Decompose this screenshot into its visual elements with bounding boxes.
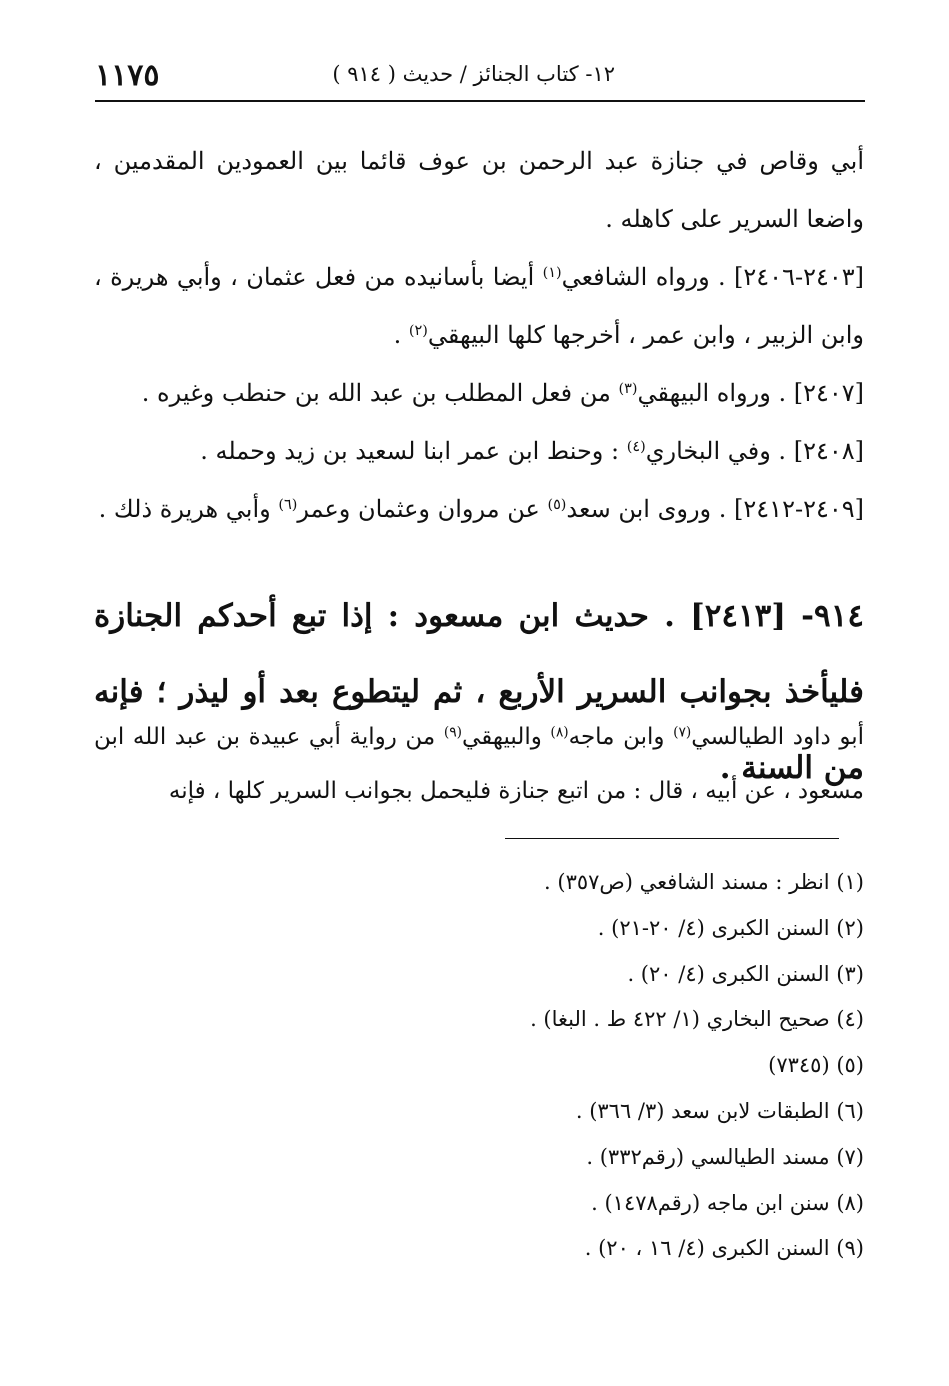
footnote-ref-4[interactable]: (٤): [626, 439, 646, 456]
footnote-ref-1[interactable]: (١): [542, 265, 562, 282]
page-number: ١١٧٥: [95, 58, 160, 93]
paragraph-3-part1: [٢٤٠٧] . ورواه البيهقي: [637, 379, 864, 407]
takhrij-part3: والبيهقي: [462, 724, 551, 750]
paragraph-5: [94, 480, 864, 538]
footnotes-list: [94, 860, 864, 1272]
footnote-ref-7[interactable]: (٧): [673, 724, 692, 741]
paragraph-4: [94, 422, 864, 480]
takhrij-paragraph: [94, 710, 864, 818]
footnote-1: (١) انظر : مسند الشافعي (ص٣٥٧) .: [544, 870, 864, 894]
footnote-3: (٣) السنن الكبرى (٤/ ٢٠) .: [627, 961, 864, 986]
takhrij-part2: وابن ماجه: [568, 724, 674, 750]
paragraph-2: [94, 248, 864, 364]
paragraph-1: [94, 132, 864, 248]
footnote-ref-8[interactable]: (٨): [550, 724, 569, 741]
footnote-2: (٢) السنن الكبرى (٤/ ٢٠-٢١) .: [597, 915, 864, 940]
footnote-ref-3[interactable]: (٣): [618, 381, 638, 398]
paragraph-3: [94, 364, 864, 422]
paragraph-5-part2: عن مروان وعثمان وعمر: [297, 495, 548, 523]
paragraph-2-part3: .: [393, 321, 409, 349]
paragraph-4-part2: : وحنط ابن عمر ابنا لسعيد بن زيد وحمله .: [200, 437, 627, 465]
footnote-8: (٨) سنن ابن ماجه (رقم١٤٧٨) .: [591, 1190, 864, 1215]
footnote-4: (٤) صحيح البخاري (١/ ٤٢٢ ط . البغا) .: [530, 1007, 864, 1032]
paragraph-5-part3: وأبي هريرة ذلك .: [98, 495, 279, 523]
footnote-7: (٧) مسند الطيالسي (رقم٣٣٢) .: [586, 1144, 864, 1169]
footnote-divider: [505, 838, 839, 839]
paragraph-4-part1: [٢٤٠٨] . وفي البخاري: [645, 437, 864, 465]
footnote-6: (٦) الطبقات لابن سعد (٣/ ٣٦٦) .: [575, 1098, 864, 1123]
footnote-ref-5[interactable]: (٥): [547, 497, 567, 514]
footnote-ref-9[interactable]: (٩): [443, 724, 463, 741]
running-title: ١٢- كتاب الجنائز / حديث ( ٩١٤ ): [332, 62, 615, 86]
hadith-text: ٩١٤- [٢٤١٣] . حديث ابن مسعود : إذا تبع أحدكم الجنازة فليأخذ بجوانب السرير الأربع ، ثم ليتطوع بعد أو ليذر ؛ فإنه من السنة .: [94, 598, 864, 786]
footnote-9: (٩) السنن الكبرى (٤/ ١٦ ، ٢٠) .: [584, 1236, 864, 1261]
footnote-5: (٥) (٧٣٤٥): [768, 1053, 864, 1078]
footnote-ref-6[interactable]: (٦): [278, 497, 298, 514]
main-text: [94, 132, 864, 538]
page-header: [95, 58, 865, 102]
paragraph-2-part2: أيضا بأسانيده من فعل عثمان ، وأبي هريرة ، وابن الزبير ، وابن عمر ، أخرجها كلها البيهقي: [94, 263, 864, 349]
footnote-ref-2[interactable]: (٢): [408, 323, 428, 340]
takhrij-part1: أبو داود الطيالسي: [691, 724, 865, 750]
paragraph-1-text: أبي وقاص في جنازة عبد الرحمن بن عوف قائما بين العمودين المقدمين ، واضعا السرير على كاهله .: [94, 147, 864, 233]
paragraph-2-part1: [٢٤٠٣-٢٤٠٦] . ورواه الشافعي: [561, 263, 864, 291]
paragraph-5-part1: [٢٤٠٩-٢٤١٢] . وروى ابن سعد: [566, 495, 864, 523]
takhrij-part4: من رواية أبي عبيدة بن عبد الله ابن مسعود ، عن أبيه ، قال : من اتبع جنازة فليحمل بجوانب السرير كلها ، فإنه: [94, 724, 864, 804]
paragraph-3-part2: من فعل المطلب بن عبد الله بن حنطب وغيره .: [141, 379, 619, 407]
